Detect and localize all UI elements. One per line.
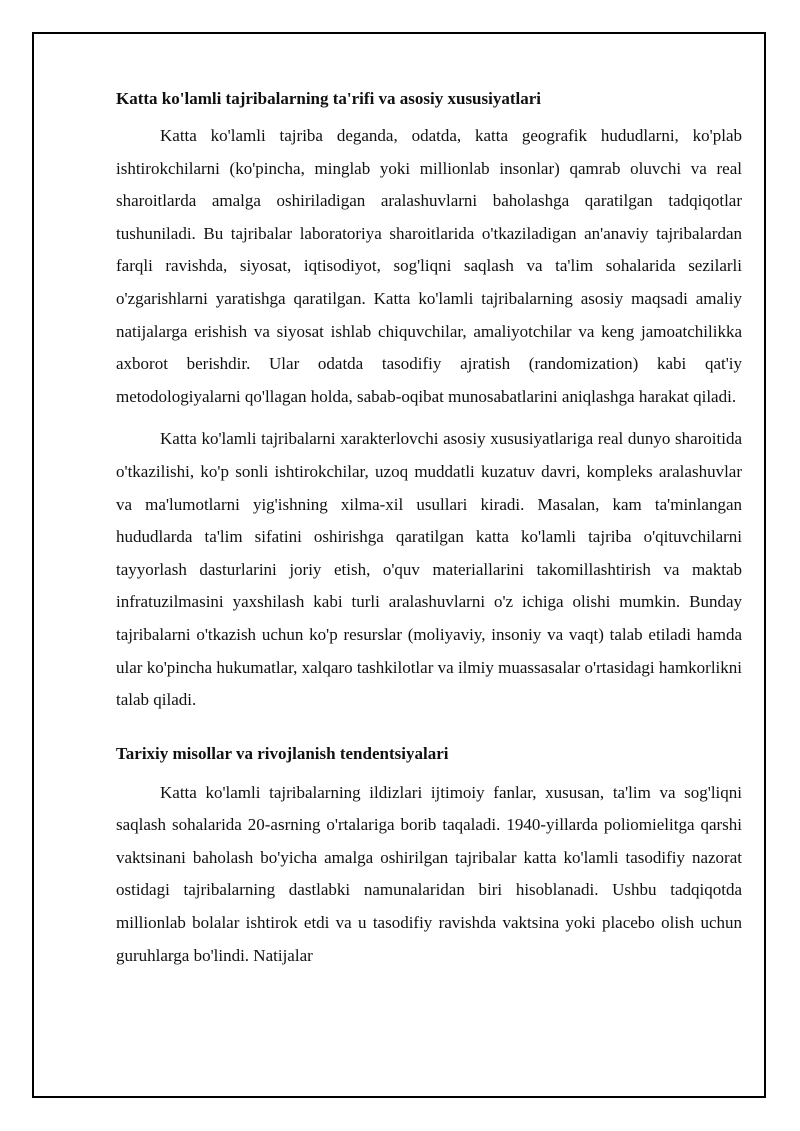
paragraph: Katta ko'lamli tajriba deganda, odatda, katta geografik hududlarni, ko'plab ishtirokchilarni (ko'pincha, minglab yoki millionlab insonlar) qamrab oluvchi va real sharoitlarda amalga oshiriladigan aralashuvlarni baholashga qaratilgan tadqiqotlar tushuniladi. Bu tajribalar laboratoriya sharoitlarida o'tkaziladigan an'anaviy tajribalardan farqli ravishda, siyosat, iqtisodiyot, sog'liqni saqlash va ta'lim sohalarida sezilarli o'zgarishlarni yaratishga qaratilgan. Katta ko'lamli tajribalarning asosiy maqsadi amaliy natijalarga erishish va siyosat ishlab chiquvchilar, amaliyotchilar va keng jamoatchilikka axborot berishdir. Ular odatda tasodifiy ajratish (randomization) kabi qat'iy metodologiyalarni qo'llagan holda, sabab-oqibat munosabatlarini aniqlashga harakat qiladi.	[116, 126, 742, 406]
section-heading-history: Tarixiy misollar va rivojlanish tendentsiyalari	[116, 743, 449, 763]
paragraph: Katta ko'lamli tajribalarni xarakterlovchi asosiy xususiyatlariga real dunyo sharoitida o'tkazilishi, ko'p sonli ishtirokchilar, uzoq muddatli kuzatuv davri, kompleks aralashuvlar va ma'lumotlarni yig'ishning xilma-xil usullari kiradi. Masalan, kam ta'minlangan hududlarda ta'lim sifatini oshirishga qaratilgan katta ko'lamli tajriba o'qituvchilarni tayyorlash dasturlarini joriy etish, o'quv materiallarini takomillashtirish va maktab infratuzilmasini yaxshilash kabi turli aralashuvlarni o'z ichiga olishi mumkin. Bunday tajribalarni o'tkazish uchun ko'p resurslar (moliyaviy, insoniy va vaqt) talab etiladi hamda ular ko'pincha hukumatlar, xalqaro tashkilotlar va ilmiy muassasalar o'rtasidagi hamkorlikni talab qiladi.	[116, 429, 742, 710]
section-heading-definition: Katta ko'lamli tajribalarning ta'rifi va asosiy xususiyatlari	[116, 89, 542, 108]
paragraph: Katta ko'lamli tajribalarning ildizlari ijtimoiy fanlar, xususan, ta'lim va sog'liqni saqlash sohalarida 20-asrning o'rtalariga borib taqaladi. 1940-yillarda poliomielitga qarshi vaktsinani baholash bo'yicha amalga oshirilgan tajribalar katta ko'lamli tasodifiy nazorat ostidagi tajribalarning dastlabki namunalaridan biri hisoblanadi. Ushbu tadqiqotda millionlab bolalar ishtirok etdi va u tasodifiy ravishda vaktsina yoki placebo olish uchun guruhlarga bo'lindi. Natijalar	[116, 782, 742, 965]
document-body	[116, 88, 742, 982]
